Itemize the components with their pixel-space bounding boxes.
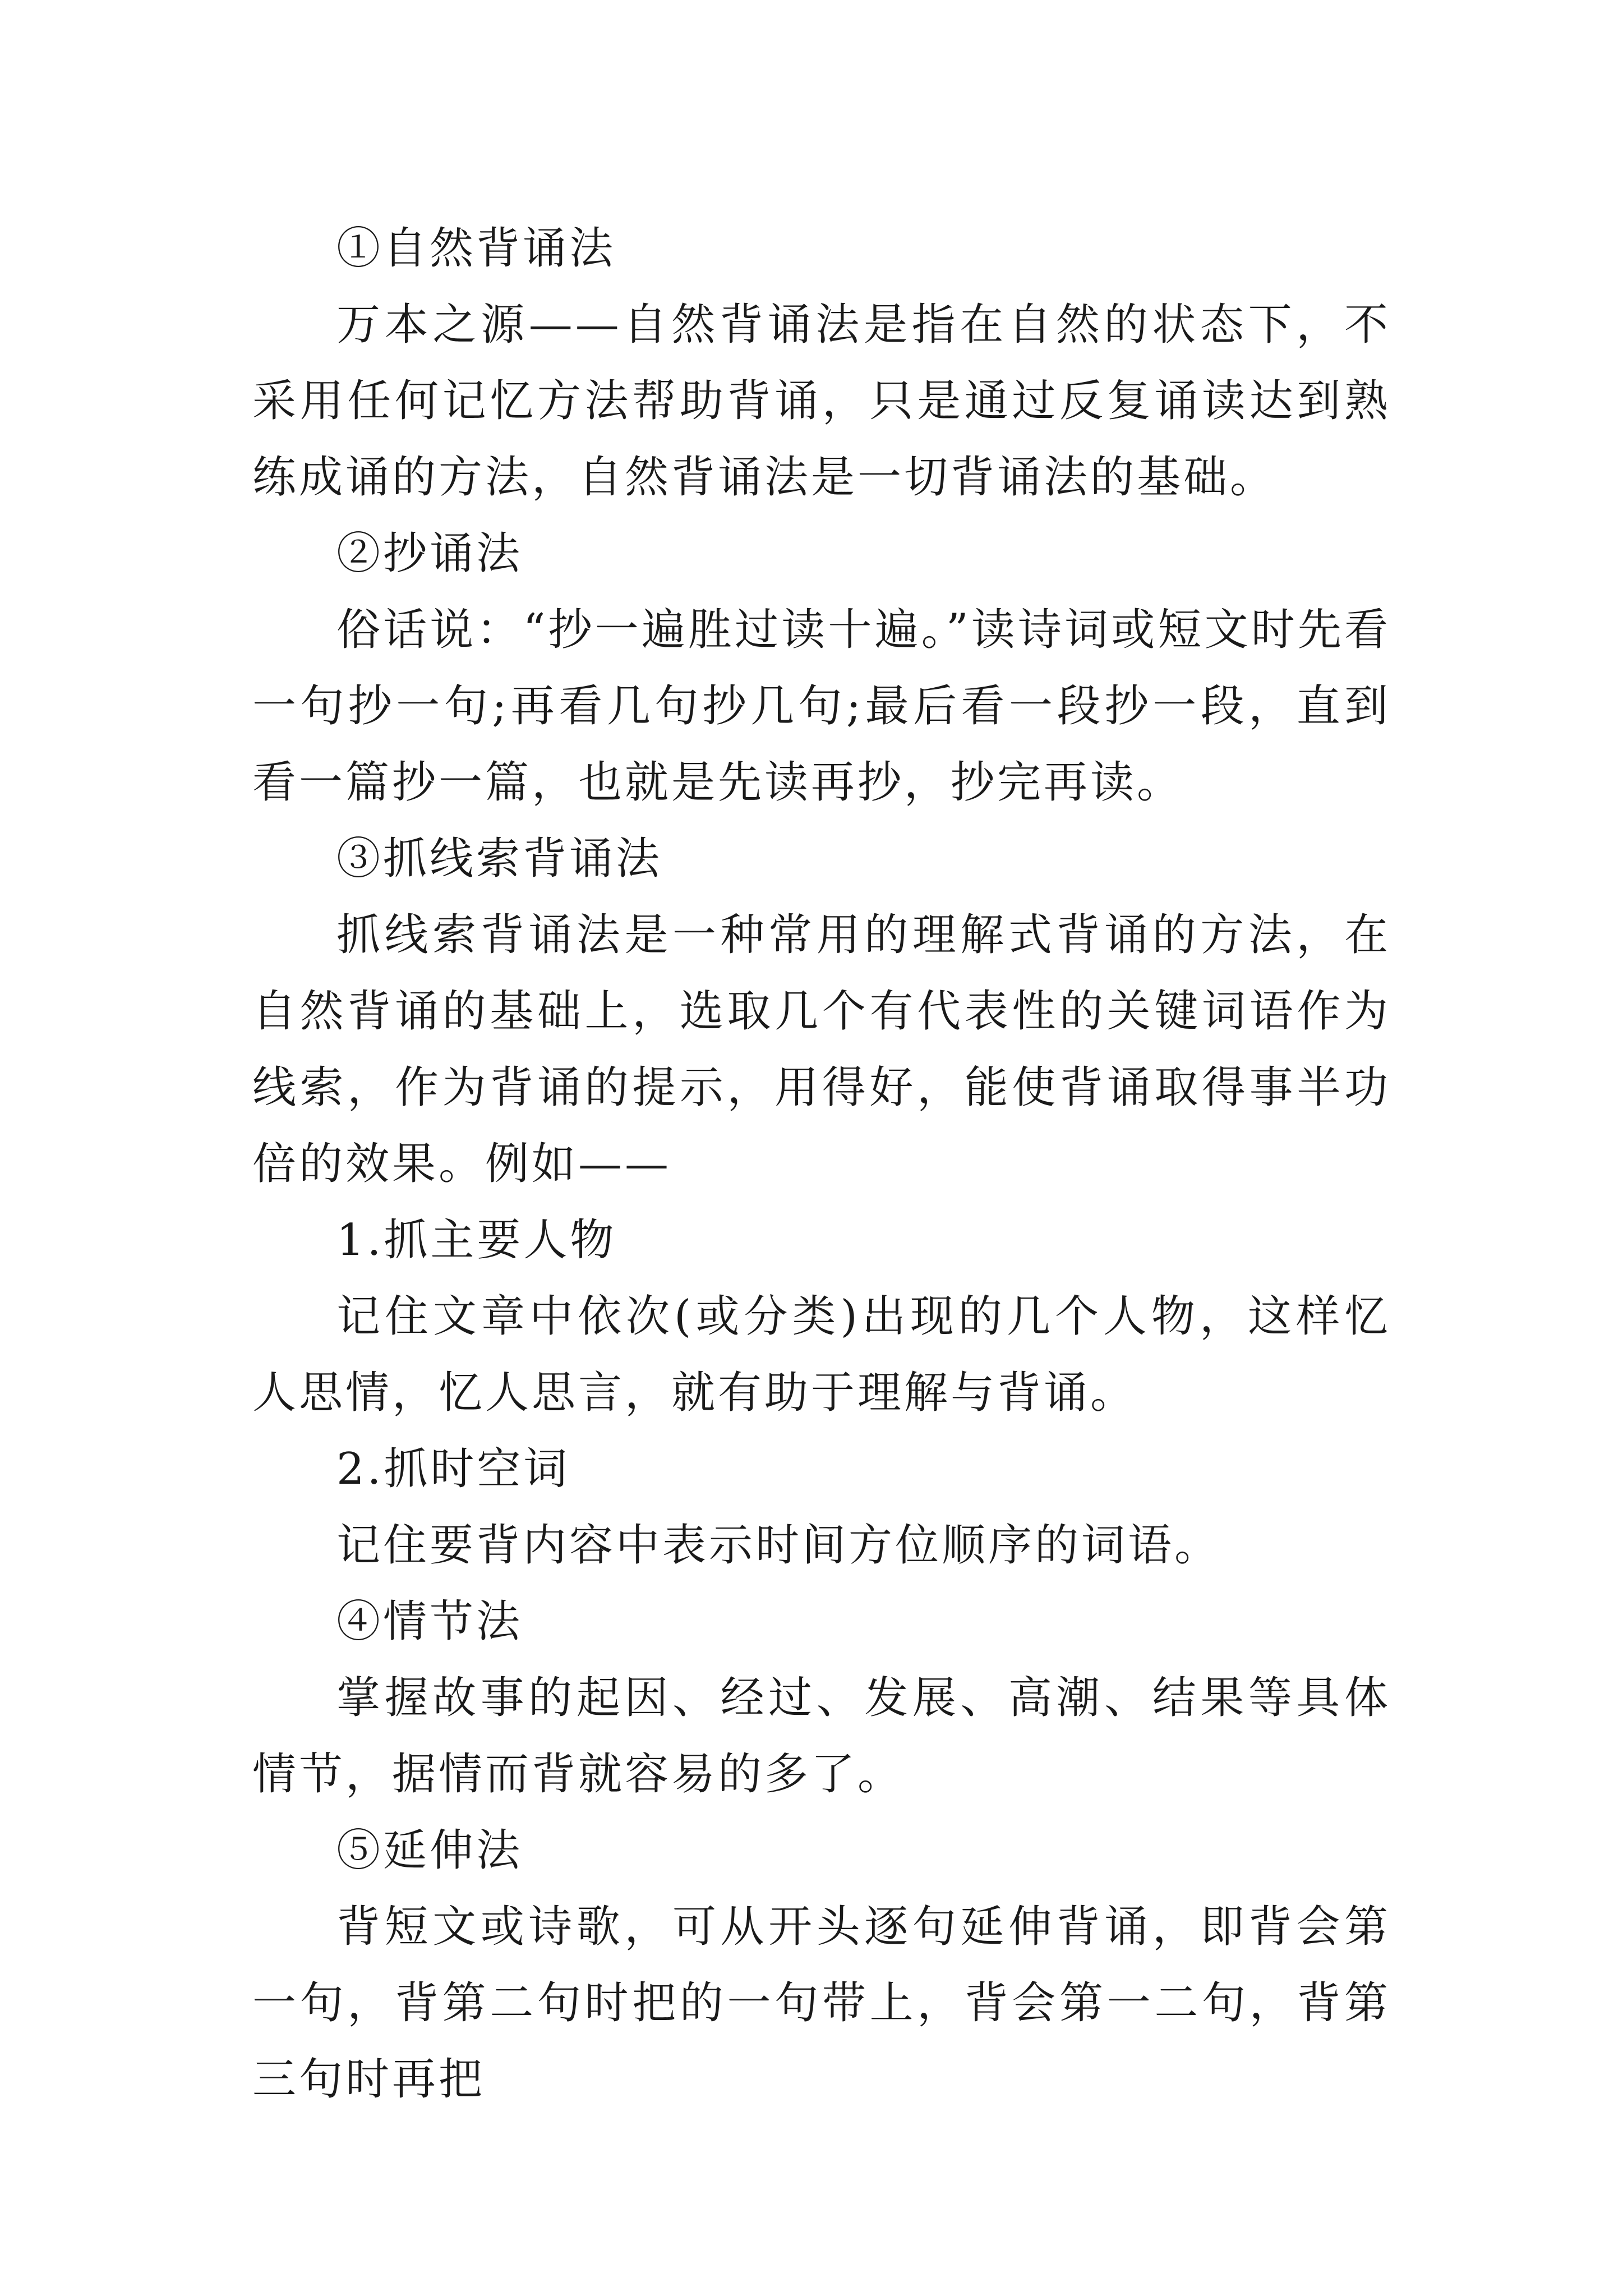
heading-clue-recitation: ③抓线索背诵法 bbox=[336, 834, 663, 884]
heading-extension-method: ⑤延伸法 bbox=[336, 1825, 523, 1876]
paragraph-time-space-words: 记住要背内容中表示时间方位顺序的词语。 bbox=[336, 1520, 1221, 1571]
heading-natural-recitation: ①自然背诵法 bbox=[336, 223, 616, 274]
subheading-time-space-words: 2.抓时空词 bbox=[336, 1444, 570, 1494]
subheading-main-characters: 1.抓主要人物 bbox=[336, 1215, 617, 1266]
document-body bbox=[252, 210, 1391, 2118]
paragraph-copy-recitation: 俗话说：“抄一遍胜过读十遍。”读诗词或短文时先看一句抄一句;再看几句抄几句;最后看一段抄一段，直到看一篇抄一篇，也就是先读再抄，抄完再读。 bbox=[252, 605, 1391, 808]
paragraph-natural-recitation: 万本之源——自然背诵法是指在自然的状态下，不采用任何记忆方法帮助背诵，只是通过反复诵读达到熟练成诵的方法，自然背诵法是一切背诵法的基础。 bbox=[252, 300, 1391, 503]
heading-plot-method: ④情节法 bbox=[336, 1596, 523, 1647]
paragraph-main-characters: 记住文章中依次(或分类)出现的几个人物，这样忆人思情，忆人思言，就有助于理解与背诵。 bbox=[252, 1291, 1391, 1418]
heading-copy-recitation: ②抄诵法 bbox=[336, 528, 523, 579]
paragraph-plot-method: 掌握故事的起因、经过、发展、高潮、结果等具体情节，据情而背就容易的多了。 bbox=[252, 1673, 1391, 1800]
paragraph-extension-method: 背短文或诗歌，可从开头逐句延伸背诵，即背会第一句，背第二句时把的一句带上，背会第一二句，背第三句时再把 bbox=[252, 1902, 1391, 2105]
paragraph-clue-recitation: 抓线索背诵法是一种常用的理解式背诵的方法，在自然背诵的基础上，选取几个有代表性的关键词语作为线索，作为背诵的提示，用得好，能使背诵取得事半功倍的效果。例如—— bbox=[252, 910, 1391, 1189]
